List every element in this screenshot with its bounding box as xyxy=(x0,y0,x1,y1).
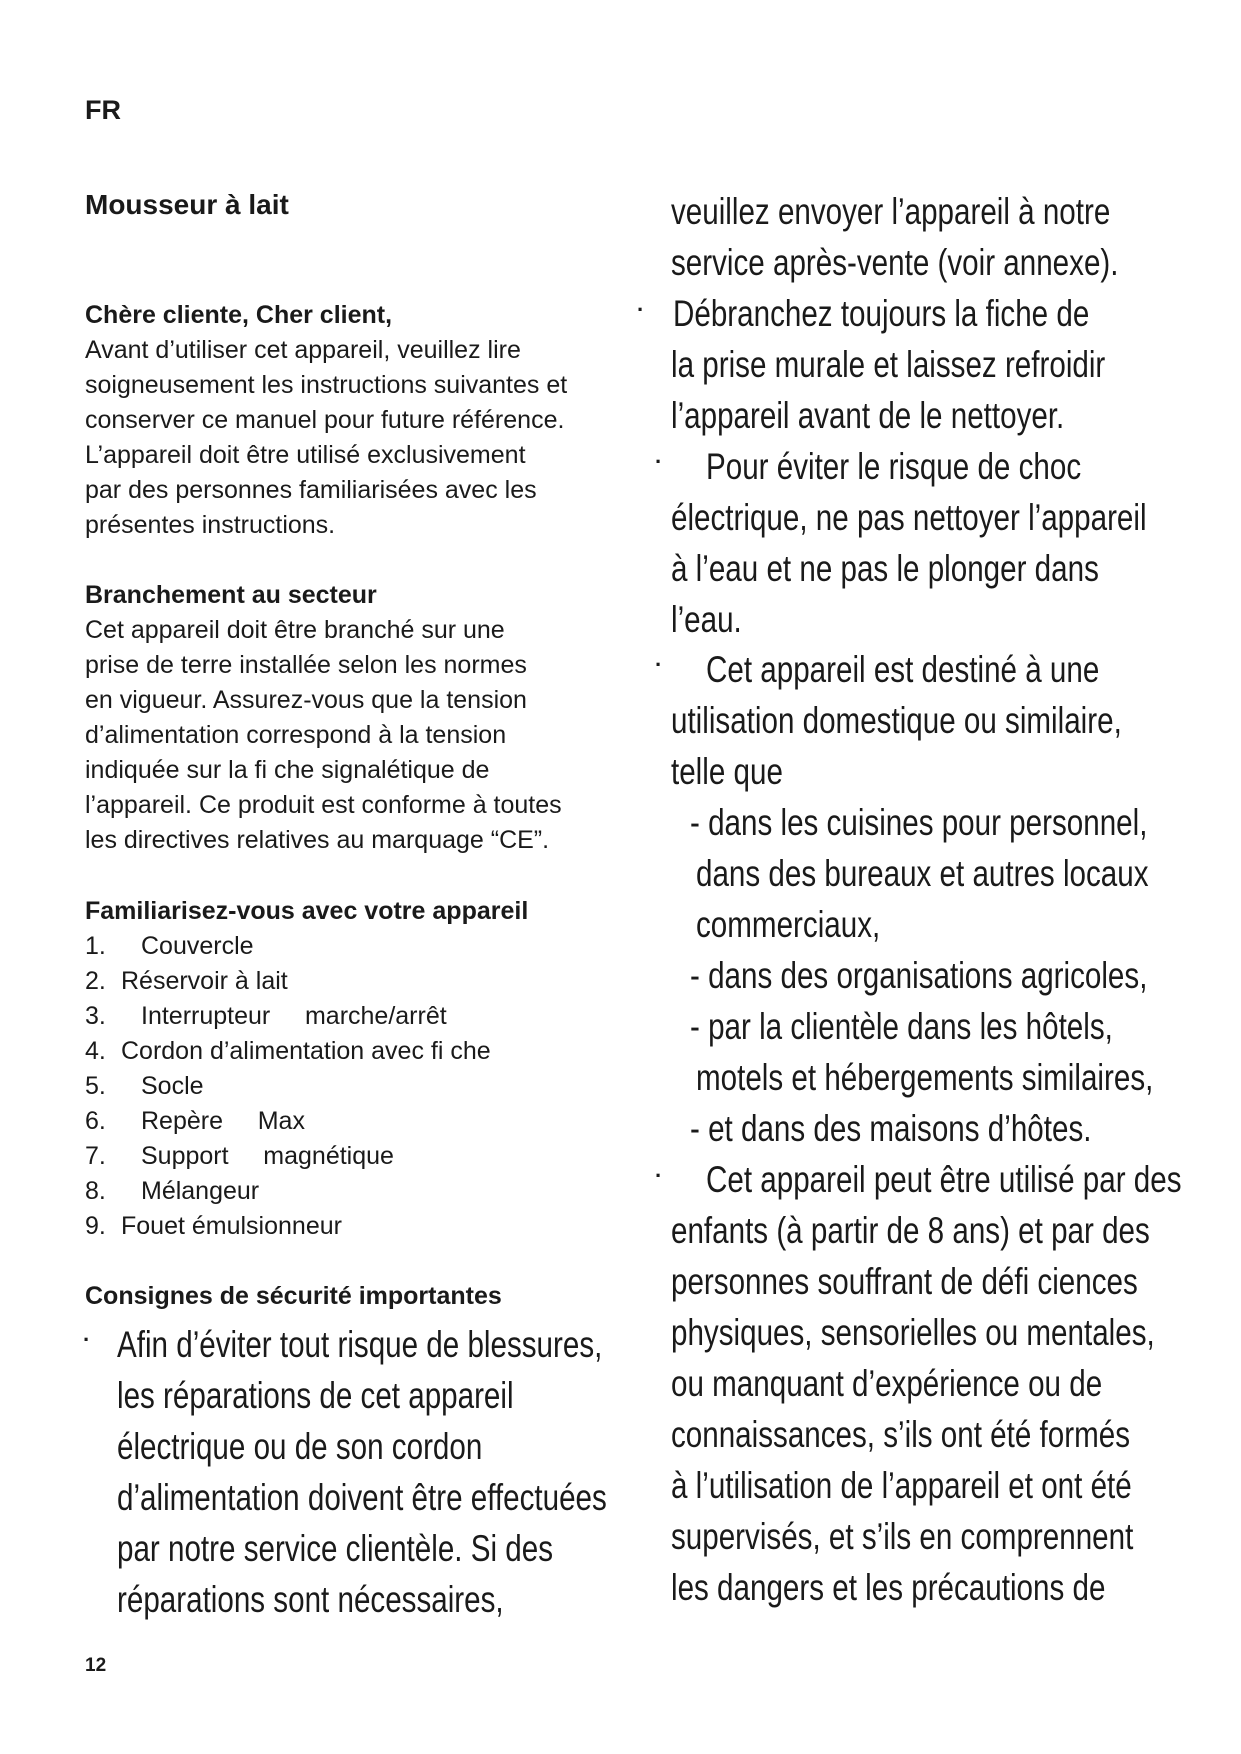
language-code: FR xyxy=(85,95,121,125)
list-item: 8. Mélangeur xyxy=(85,1177,260,1205)
list-item: 6. Repère Max xyxy=(85,1107,305,1135)
power-line: prise de terre installée selon les normes xyxy=(85,651,527,679)
bullet-icon: · xyxy=(655,652,663,677)
text-line: ou manquant d’expérience ou de xyxy=(671,1363,1103,1404)
text-line: dans des bureaux et autres locaux xyxy=(696,853,1149,894)
sub-item-1-rest xyxy=(696,848,1149,950)
safety-bullet-5-rest xyxy=(671,1205,1155,1613)
safety-bullet-2-rest xyxy=(671,339,1105,441)
text-line: veuillez envoyer l’appareil à notre xyxy=(671,191,1111,232)
text-line: d’alimentation doivent être effectuées xyxy=(117,1477,607,1518)
power-line: d’alimentation correspond à la tension xyxy=(85,721,507,749)
text-line: à l’eau et ne pas le plonger dans xyxy=(671,548,1099,589)
power-text xyxy=(85,613,605,858)
power-line: l’appareil. Ce produit est conforme à toutes xyxy=(85,791,562,819)
text-line: telle que xyxy=(671,751,783,792)
parts-list xyxy=(85,929,605,1244)
intro-section xyxy=(85,298,605,543)
safety-section xyxy=(85,1279,605,1314)
parts-section xyxy=(85,894,605,1244)
intro-line: Avant d’utiliser cet appareil, veuillez lire xyxy=(85,336,521,364)
bullet-icon: · xyxy=(655,1163,663,1188)
text-line: Cet appareil est destiné à une xyxy=(706,649,1100,690)
intro-line: conserver ce manuel pour future référence. xyxy=(85,406,565,434)
intro-line: par des personnes familiarisées avec les xyxy=(85,476,537,504)
safety-bullet-4 xyxy=(706,644,1099,695)
safety-bullet-1 xyxy=(117,1319,607,1625)
text-line: - dans les cuisines pour personnel, xyxy=(690,802,1148,843)
text-line: - dans des organisations agricoles, xyxy=(690,955,1148,996)
safety-bullet-3 xyxy=(706,441,1081,492)
bullet-icon: · xyxy=(83,1327,91,1352)
document-title: Mousseur à lait xyxy=(85,189,289,220)
safety-bullet-4-rest xyxy=(671,695,1122,797)
power-line: indiquée sur la fi che signalétique de xyxy=(85,756,490,784)
intro-line: soigneusement les instructions suivantes et xyxy=(85,371,568,399)
text-line: la prise murale et laissez refroidir xyxy=(671,344,1106,385)
intro-line: présentes instructions. xyxy=(85,511,336,539)
bullet-icon: · xyxy=(655,449,663,474)
safety-bullet-1-cont xyxy=(671,186,1118,288)
list-item: 4. Cordon d’alimentation avec fi che xyxy=(85,1037,491,1065)
power-line: Cet appareil doit être branché sur une xyxy=(85,616,505,644)
intro-text xyxy=(85,333,605,543)
safety-heading: Consignes de sécurité importantes xyxy=(85,1282,502,1310)
sub-item-4 xyxy=(690,1103,1091,1154)
power-section xyxy=(85,578,605,858)
page-number: 12 xyxy=(85,1655,107,1676)
intro-line: L’appareil doit être utilisé exclusivement xyxy=(85,441,526,469)
text-line: électrique ou de son cordon xyxy=(117,1426,483,1467)
sub-item-3-rest xyxy=(696,1052,1153,1103)
text-line: réparations sont nécessaires, xyxy=(117,1579,504,1620)
sub-item-2 xyxy=(690,950,1147,1052)
text-line: l’eau. xyxy=(671,599,742,640)
text-line: service après-vente (voir annexe). xyxy=(671,242,1119,283)
intro-heading: Chère cliente, Cher client, xyxy=(85,301,393,329)
text-line: utilisation domestique ou similaire, xyxy=(671,700,1122,741)
list-item: 1. Couvercle xyxy=(85,932,254,960)
text-line: à l’utilisation de l’appareil et ont été xyxy=(671,1465,1132,1506)
text-line: personnes souffrant de défi ciences xyxy=(671,1261,1138,1302)
text-line: enfants (à partir de 8 ans) et par des xyxy=(671,1210,1150,1251)
text-line: électrique, ne pas nettoyer l’appareil xyxy=(671,497,1147,538)
list-item: 5. Socle xyxy=(85,1072,204,1100)
list-item: 3. Interrupteur marche/arrêt xyxy=(85,1002,447,1030)
text-line: physiques, sensorielles ou mentales, xyxy=(671,1312,1155,1353)
power-line: en vigueur. Assurez-vous que la tension xyxy=(85,686,527,714)
text-line: Débranchez toujours la fiche de xyxy=(673,293,1090,334)
list-item: 2. Réservoir à lait xyxy=(85,967,288,995)
text-line: motels et hébergements similaires, xyxy=(696,1057,1154,1098)
text-line: les dangers et les précautions de xyxy=(671,1567,1106,1608)
bullet-icon: · xyxy=(637,297,645,322)
list-item: 9. Fouet émulsionneur xyxy=(85,1212,342,1240)
text-line: par notre service clientèle. Si des xyxy=(117,1528,553,1569)
safety-bullet-5 xyxy=(706,1154,1182,1205)
safety-bullet-3-rest xyxy=(671,492,1147,645)
text-line: - par la clientèle dans les hôtels, xyxy=(690,1006,1113,1047)
text-line: connaissances, s’ils ont été formés xyxy=(671,1414,1131,1455)
text-line: Pour éviter le risque de choc xyxy=(706,446,1082,487)
text-line: commerciaux, xyxy=(696,904,881,945)
power-line: les directives relatives au marquage “CE”. xyxy=(85,826,550,854)
list-item: 7. Support magnétique xyxy=(85,1142,394,1170)
text-line: supervisés, et s’ils en comprennent xyxy=(671,1516,1134,1557)
parts-heading: Familiarisez-vous avec votre appareil xyxy=(85,897,529,925)
text-line: l’appareil avant de le nettoyer. xyxy=(671,395,1065,436)
text-line: les réparations de cet appareil xyxy=(117,1375,514,1416)
sub-item-1 xyxy=(690,797,1147,848)
text-line: Afin d’éviter tout risque de blessures, xyxy=(117,1324,603,1365)
text-line: Cet appareil peut être utilisé par des xyxy=(706,1159,1182,1200)
power-heading: Branchement au secteur xyxy=(85,581,377,609)
text-line: - et dans des maisons d’hôtes. xyxy=(690,1108,1092,1149)
safety-bullet-2 xyxy=(673,288,1089,339)
